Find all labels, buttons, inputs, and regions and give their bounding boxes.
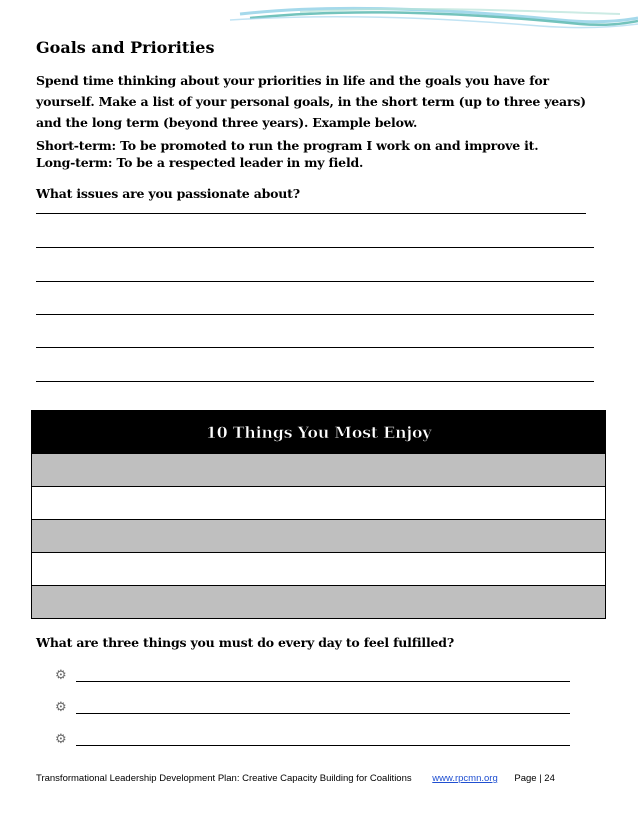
question-fulfilled: What are three things you must do every day to feel fulfilled? bbox=[36, 635, 454, 650]
enjoy-table-row[interactable] bbox=[32, 486, 605, 519]
example-long-term: Long-term: To be a respected leader in my field. bbox=[36, 155, 364, 170]
example-short-term: Short-term: To be promoted to run the program I work on and improve it. bbox=[36, 138, 539, 153]
answer-line-2[interactable] bbox=[36, 247, 594, 248]
enjoy-table-header bbox=[32, 411, 605, 453]
footer-doc-title: Transformational Leadership Development Plan: Creative Capacity Building for Coalitions bbox=[36, 773, 412, 784]
fulfilled-answer-line-1[interactable] bbox=[76, 681, 570, 682]
intro-paragraph: Spend time thinking about your priorities in life and the goals you have for yourself. Make a list of your personal goals, in the short term (up to three years) and the long term (beyond three years). Example below. bbox=[36, 73, 586, 130]
gear-bullet-icon: ⚙ bbox=[55, 668, 67, 683]
answer-line-5[interactable] bbox=[36, 347, 594, 348]
answer-line-1[interactable] bbox=[36, 213, 586, 214]
enjoy-table-row[interactable] bbox=[32, 519, 605, 552]
enjoy-table-row[interactable] bbox=[32, 552, 605, 585]
enjoy-table bbox=[31, 410, 606, 619]
header-swoosh-decoration bbox=[0, 0, 638, 40]
answer-line-4[interactable] bbox=[36, 314, 594, 315]
enjoy-table-row[interactable] bbox=[32, 453, 605, 486]
examples-block bbox=[36, 137, 538, 171]
footer-website-link[interactable]: www.rpcmn.org bbox=[432, 773, 498, 784]
fulfilled-answer-line-2[interactable] bbox=[76, 713, 570, 714]
page-title: Goals and Priorities bbox=[36, 38, 215, 57]
gear-bullet-icon: ⚙ bbox=[55, 732, 67, 747]
gear-bullet-icon: ⚙ bbox=[55, 700, 67, 715]
page-footer bbox=[36, 773, 555, 784]
answer-line-6[interactable] bbox=[36, 381, 594, 382]
question-issues: What issues are you passionate about? bbox=[36, 186, 300, 201]
answer-line-3[interactable] bbox=[36, 281, 594, 282]
enjoy-table-title: 10 Things You Most Enjoy bbox=[205, 422, 432, 442]
enjoy-table-row[interactable] bbox=[32, 585, 605, 618]
fulfilled-answer-line-3[interactable] bbox=[76, 745, 570, 746]
footer-page-number: Page | 24 bbox=[514, 773, 555, 784]
